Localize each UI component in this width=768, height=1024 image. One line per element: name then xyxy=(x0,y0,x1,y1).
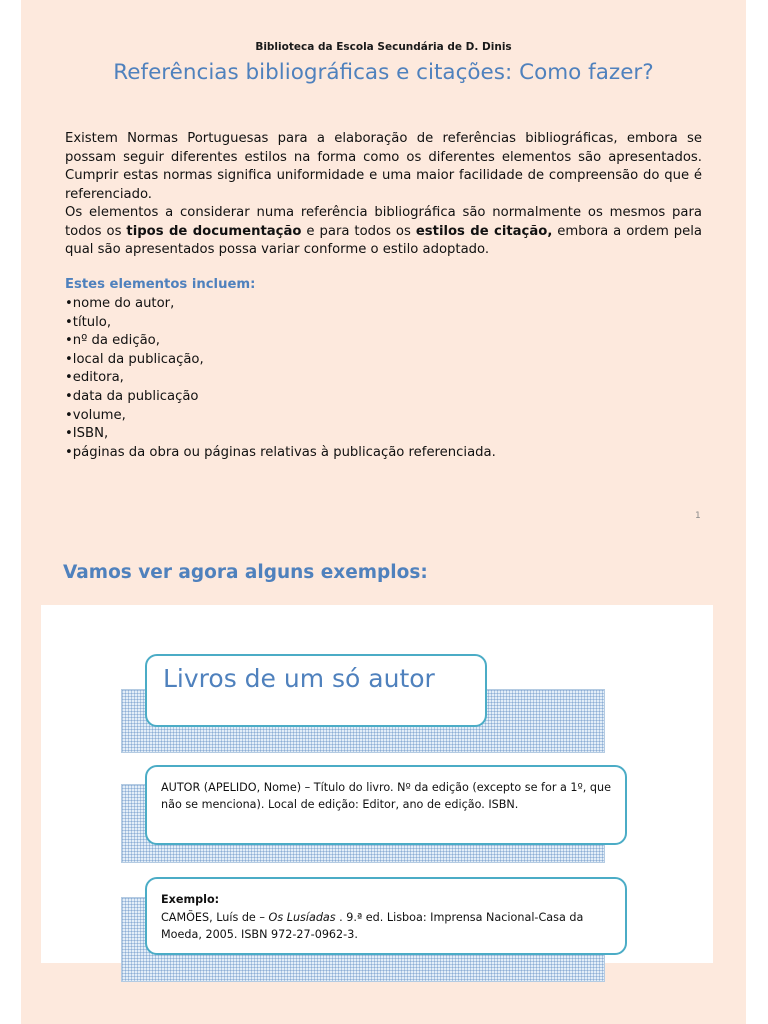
list-item: •data da publicação xyxy=(65,388,199,404)
intro-p2-part-b: e para todos os xyxy=(301,223,416,239)
intro-paragraph-2 xyxy=(65,204,702,260)
title-box xyxy=(145,654,487,727)
page-title: Referências bibliográficas e citações: Como fazer? xyxy=(113,60,654,85)
example-label-text: Exemplo: xyxy=(161,893,220,906)
list-item: •nome do autor, xyxy=(65,296,175,311)
format-text: AUTOR (APELIDO, Nome) – Título do livro. Nº da edição (excepto se for a 1º, que não se menciona). Local de edição: Editor, ano de edição. ISBN. xyxy=(161,781,611,811)
example-label xyxy=(161,891,615,908)
list-item: •título, xyxy=(65,314,112,330)
box-title: Livros de um só autor xyxy=(163,664,435,693)
list-item: •ISBN, xyxy=(65,426,109,442)
example-box xyxy=(145,877,627,955)
examples-heading: Vamos ver agora alguns exemplos: xyxy=(63,562,428,583)
format-box xyxy=(145,765,627,845)
intro-p2-bold-citation: estilos de citação, xyxy=(415,223,553,239)
page-number: 1 xyxy=(695,511,701,521)
intro-paragraph-1: Existem Normas Portuguesas para a elaboração de referências bibliográficas, embora se possam seguir diferentes estilos na forma como os diferentes elementos são apresentados. Cumprir estas normas significa uniformidade e uma maior facilidade de compreensão do que é referenciado. xyxy=(65,131,702,202)
intro-text xyxy=(65,130,702,260)
list-item: •páginas da obra ou páginas relativas à publicação referenciada. xyxy=(65,444,496,460)
intro-p2-bold-documentation: tipos de documentação xyxy=(126,223,302,239)
intro-p2-part-a: Os elementos a considerar numa referência bibliográfica são normalmente os mesmos para todos os xyxy=(65,205,702,239)
list-item: •nº da edição, xyxy=(65,333,160,349)
elements-heading: Estes elementos incluem: xyxy=(65,277,256,292)
example-author: CAMÕES, Luís de – xyxy=(161,911,269,924)
list-item: •editora, xyxy=(65,370,124,386)
elements-list xyxy=(65,295,496,462)
example-details: . 9.ª ed. Lisboa: Imprensa Nacional-Casa da Moeda, 2005. ISBN 972-27-0962-3. xyxy=(161,911,584,941)
intro-p2-part-c: embora a ordem pela qual são apresentados possa variar conforme o estilo adoptado. xyxy=(65,223,702,257)
example-book-title: Os Lusíadas xyxy=(268,911,336,924)
example-text xyxy=(161,909,615,943)
list-item: •local da publicação, xyxy=(65,351,204,367)
library-name: Biblioteca da Escola Secundária de D. Dinis xyxy=(255,41,512,53)
examples-diagram xyxy=(41,605,713,963)
list-item: •volume, xyxy=(65,407,126,423)
